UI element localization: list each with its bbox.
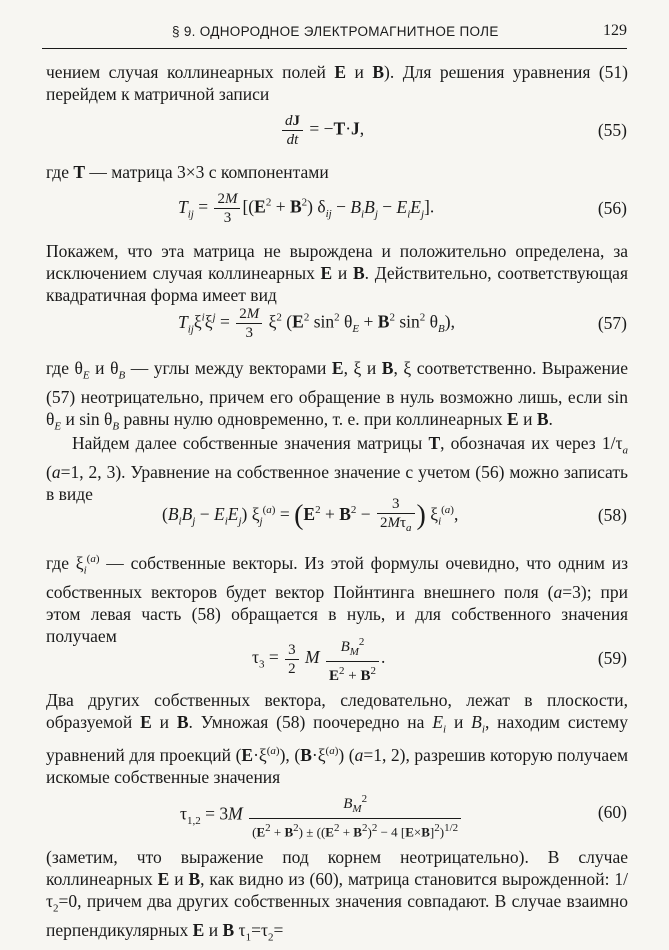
equation-number-57: (57): [597, 313, 627, 333]
equation-55: $\frac{dJ}{dt}$ = −T·J,: [280, 112, 364, 149]
paragraph-8: (заметим, что выражение под корнем неотрицательно). В случае коллинеарных E и B, как видно из (60), матрица становится вырожденной: $1/\tau_2=0$, причем два других собственных значения совпадают. В случае взаимно перпендикулярных E и B $\tau_1=\tau_2=$: [46, 847, 628, 944]
running-title: § 9. ОДНОРОДНОЕ ЭЛЕКТРОМАГНИТНОЕ ПОЛЕ: [172, 24, 499, 39]
equation-number-59: (59): [597, 648, 627, 668]
equation-number-55: (55): [597, 120, 627, 140]
equation-59: $\tau_3$ = $\frac{3}{2}$ M $\frac{B_M^2}{E^2 + B^2}$ .: [252, 633, 385, 685]
equation-57: $T_{ij}\xi^i\xi^j$ = $\frac{2M}{3}$ $\xi^2$ ($E^2$ $\sin^2 \theta_E + B^2$ $\sin^2 \theta_B$),: [178, 306, 455, 341]
equation-60: $\tau_{1,2} = 3M$ $\frac{B_M^2}{(E^2 + B^2) \pm ((E^2 + B^2)^2 - 4 [E\times B]^2)^{1/2}}$: [180, 790, 463, 841]
equation-number-60: (60): [597, 802, 627, 822]
equation-56: $T_{ij}$ = $\frac{2M}{3}$ $[(E^2 + B^2) \delta_{ij} - B_iB_j - E_iE_j]$.: [178, 191, 435, 226]
page-number: 129: [603, 22, 627, 39]
paragraph-6: где $\xi_i^{(a)}$ — собственные векторы. Из этой формулы очевидно, что одним из собственных векторов будет вектор Пойнтинга внешнего поля (a=3); при этом левая часть (58) обращается в нуль, и для собственного значения получаем: [46, 552, 628, 646]
paragraph-2: где T — матрица 3×3 с компонентами: [46, 162, 329, 182]
running-header: [42, 22, 627, 49]
paragraph-5: Найдем далее собственные значения матрицы T, обозначая их через $1/\tau_a$ (a=1, 2, 3). Уравнение на собственное значение с учетом (56) можно записать в виде: [46, 433, 628, 505]
paragraph-1: чением случая коллинеарных полей E и B). Для решения уравнения (51) перейдем к матричной записи: [46, 62, 628, 104]
paragraph-4: где $\theta_E$ и $\theta_B$ — углы между векторами E, ξ и B, ξ соответственно. Выражение (57) неотрицательно, причем его обращение в нуль возможно лишь, если $\sin \theta_E$ и $\sin \theta_B$ равны нулю одновременно, т. е. при коллинеарных E и B.: [46, 358, 629, 433]
equation-58: $(B_iB_j - E_iE_j) \xi_j^{(a)} = (E^2 + B^2$ − $\frac{3}{2M\tau_a}$ ) $\xi_i^{(a)}$,: [162, 496, 459, 534]
equation-number-56: (56): [597, 198, 627, 218]
paragraph-3: Покажем, что эта матрица не вырождена и положительно определена, за исключением случая коллинеарных E и B. Действительно, соответствующая квадратичная форма имеет вид: [46, 241, 628, 305]
paragraph-7: Два других собственных вектора, следовательно, лежат в плоскости, образуемой E и B. Умножая (58) поочередно на $E_i$ и $B_i$, находим систему уравнений для проекций $(E\cdot\xi^{(a)})$, $(B\cdot\xi^{(a)})$ (a=1, 2), разрешив которую получаем искомые собственные значения: [46, 690, 629, 787]
equation-number-58: (58): [597, 505, 627, 525]
